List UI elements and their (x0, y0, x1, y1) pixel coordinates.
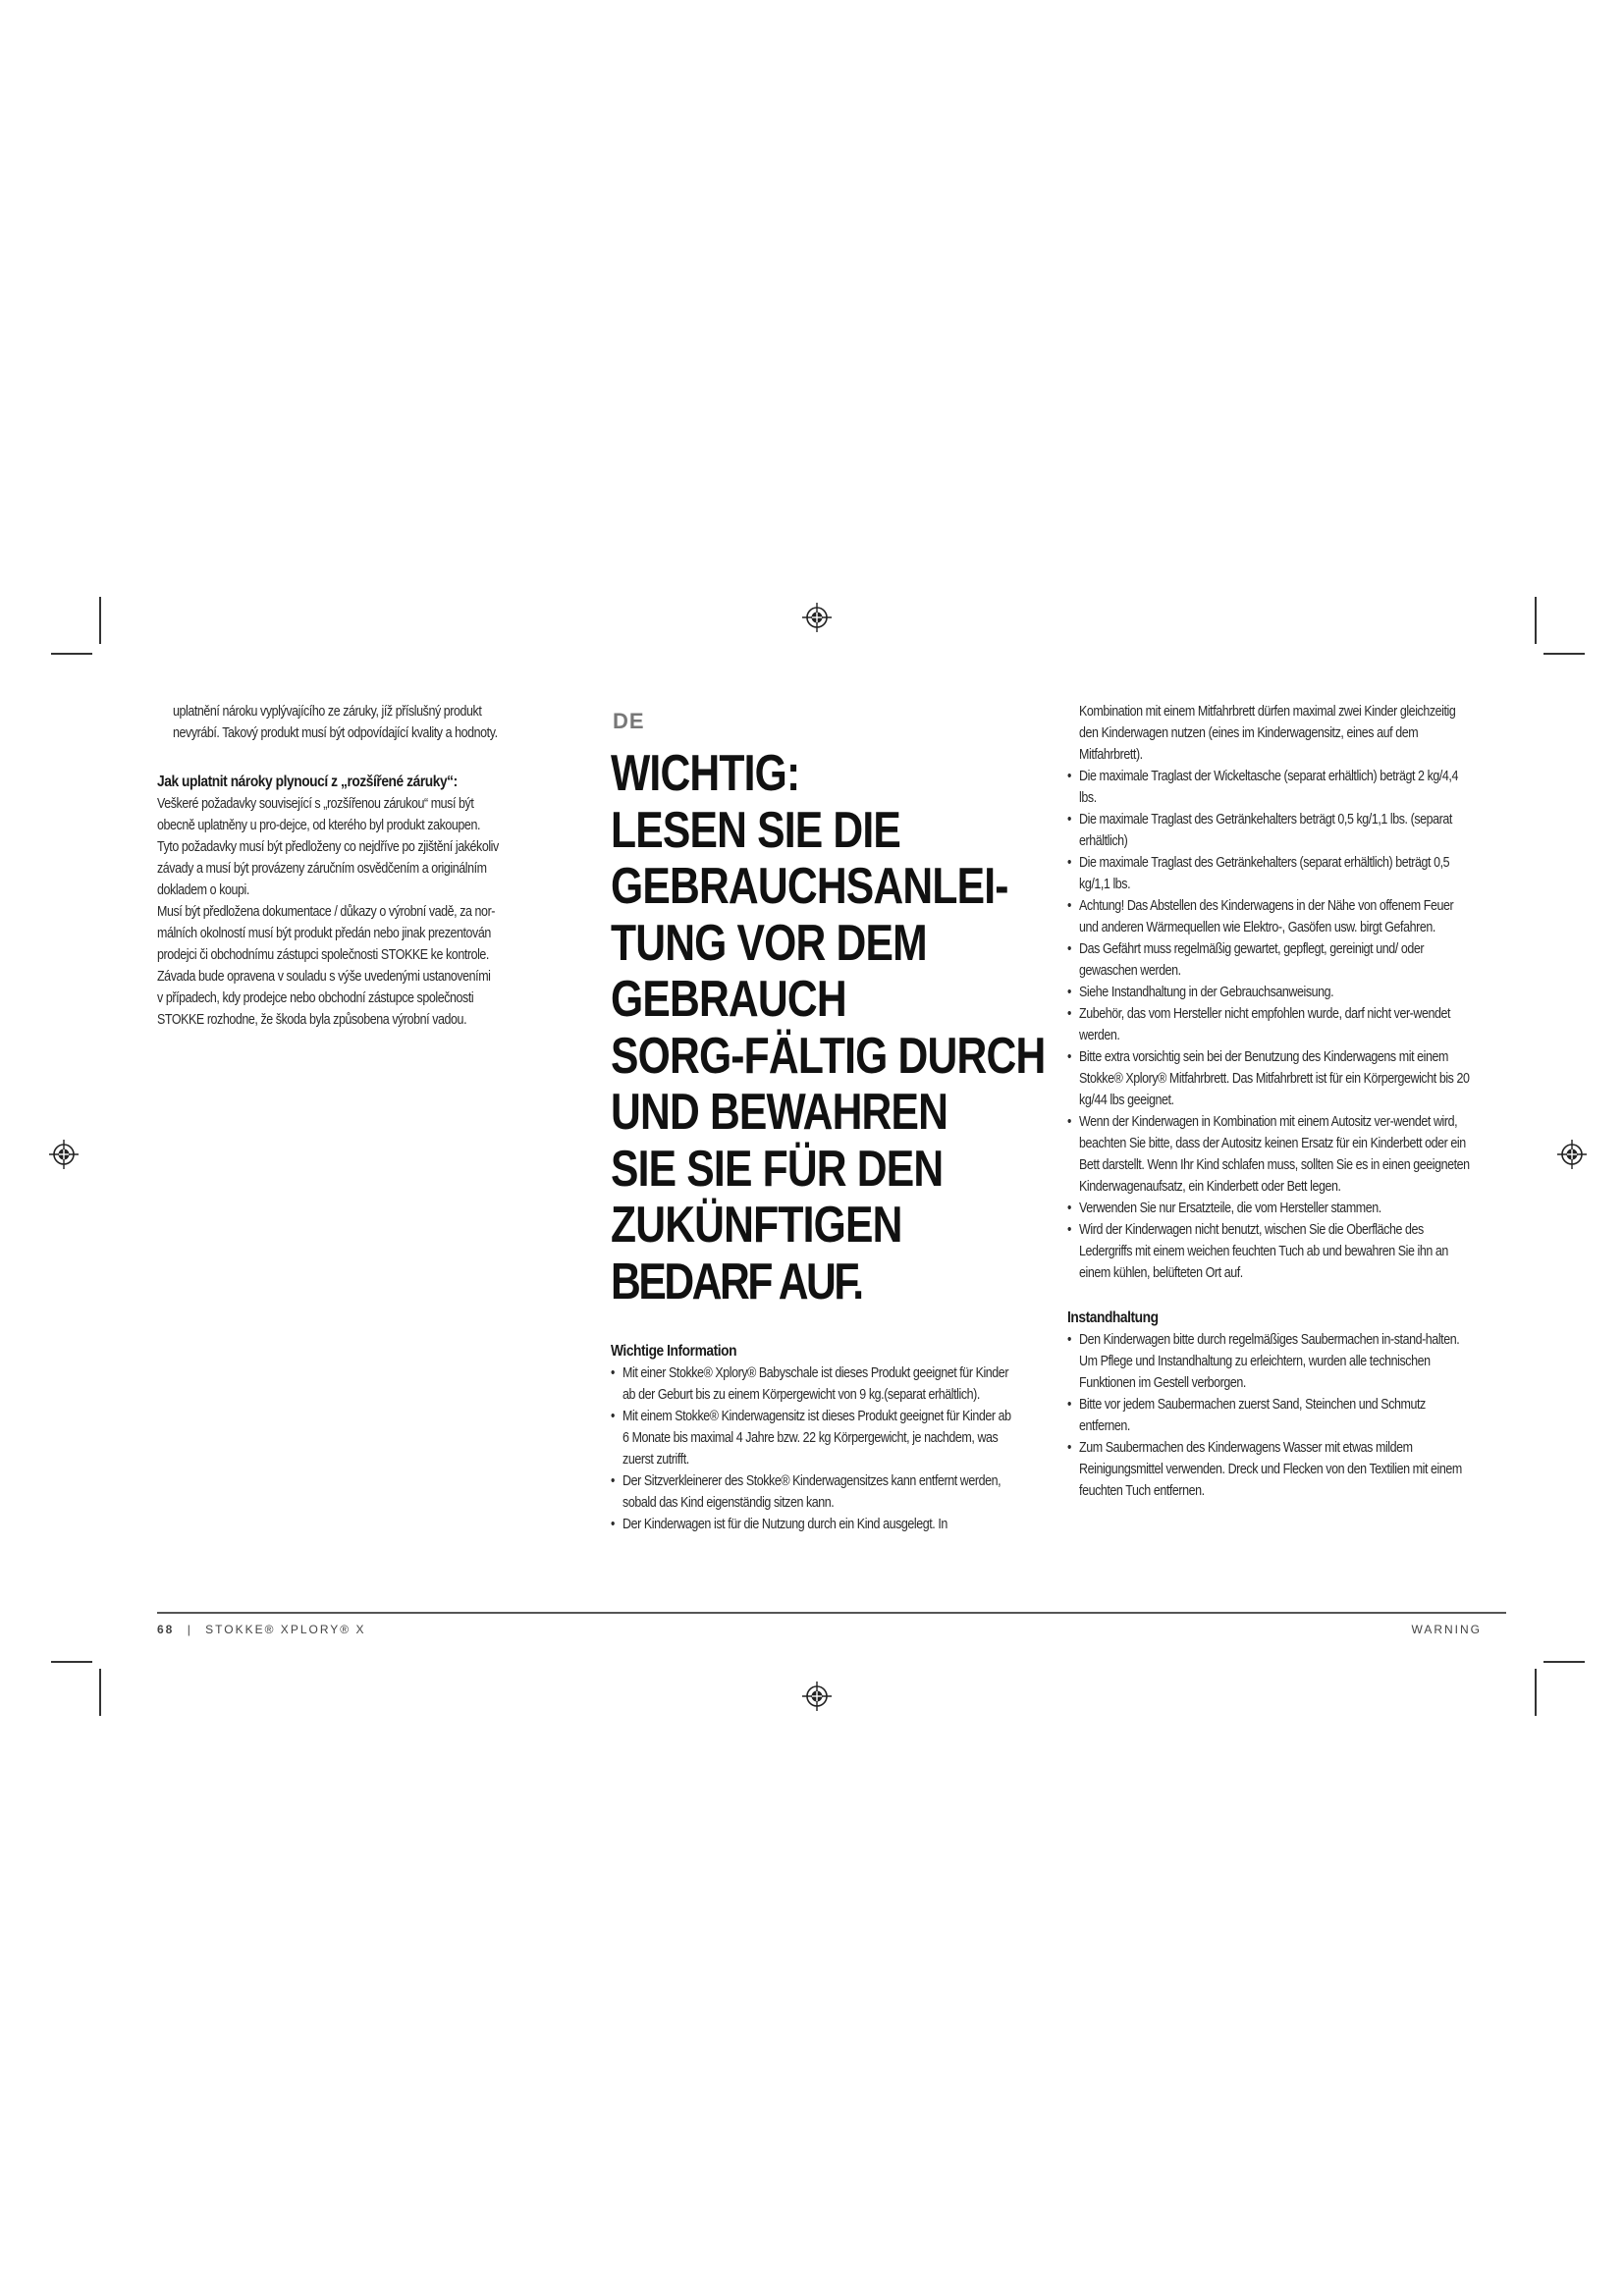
list-item: • Bitte extra vorsichtig sein bei der Benutzung des Kinderwagens mit einem Stokke® Xplory® Mitfahrbrett. Das Mitfahrbrett ist für ein Körpergewicht bis 20 kg/44 lbs geeignet. (1067, 1046, 1473, 1111)
body-line: Musí být předložena dokumentace / důkazy o výrobní vadě, za nor- (157, 904, 496, 920)
body-line: Tyto požadavky musí být předloženy co nejdříve po zjištění jakékoliv (157, 839, 499, 855)
list-item: • Der Sitzverkleinerer des Stokke® Kinderwagensitzes kann entfernt werden, sobald das Kind eigenständig sitzen kann. (611, 1470, 1016, 1514)
body-line: obecně uplatněny u pro-dejce, od kterého byl produkt zakoupen. (157, 818, 480, 833)
warning-headline (611, 746, 1061, 1310)
footer-left (157, 1623, 365, 1636)
section-label: WARNING (1411, 1623, 1482, 1636)
warranty-heading: Jak uplatnit nároky plynoucí z „rozšířené záruky“: (157, 774, 458, 790)
intro-line: nevyrábí. Takový produkt musí být odpovídající kvality a hodnoty. (173, 725, 498, 741)
body-line: závady a musí být provázeny záručním osvědčením a originálním (157, 861, 487, 877)
headline-line: TUNG VOR DEM (611, 914, 927, 972)
page-number: 68 (157, 1623, 175, 1636)
maintenance-list (1067, 1329, 1473, 1502)
right-column (1067, 701, 1473, 1502)
list-item: • Wird der Kinderwagen nicht benutzt, wischen Sie die Oberfläche des Ledergriffs mit einem weichen feuchten Tuch ab und bewahren Sie ihn an einem kühlen, belüfteten Ort auf. (1067, 1219, 1473, 1284)
registration-mark-icon (1557, 1140, 1587, 1169)
headline-line: WICHTIG: (611, 745, 800, 802)
list-item: • Das Gefährt muss regelmäßig gewartet, gepflegt, gereinigt und/ oder gewaschen werden. (1067, 938, 1473, 982)
list-item: • Die maximale Traglast des Getränkehalters beträgt 0,5 kg/1,1 lbs. (separat erhältlich) (1067, 809, 1473, 852)
left-column-warranty (157, 772, 563, 1031)
crop-mark-icon (99, 1669, 101, 1716)
headline-line: GEBRAUCH (611, 971, 846, 1028)
list-item: • Mit einem Stokke® Kinderwagensitz ist dieses Produkt geeignet für Kinder ab 6 Monate bis maximal 4 Jahre bzw. 22 kg Körpergewicht, je nachdem, was zuerst zutrifft. (611, 1406, 1016, 1470)
body-line: STOKKE rozhodne, že škoda byla způsobena výrobní vadou. (157, 1012, 467, 1028)
crop-mark-icon (51, 1661, 92, 1663)
important-info (611, 1341, 1016, 1535)
list-item: • Den Kinderwagen bitte durch regelmäßiges Saubermachen in-stand-halten. Um Pflege und Instandhaltung zu erleichtern, wurden alle technischen Funktionen im Gestell verborgen. (1067, 1329, 1473, 1394)
maintenance-heading: Instandhaltung (1067, 1309, 1159, 1326)
list-item: • Achtung! Das Abstellen des Kinderwagens in der Nähe von offenem Feuer und anderen Wärmequellen wie Elektro-, Gasöfen usw. birgt Gefahren. (1067, 895, 1473, 938)
crop-mark-icon (1535, 1669, 1537, 1716)
registration-mark-icon (802, 1682, 832, 1711)
headline-line: GEBRAUCHSANLEI- (611, 858, 1008, 915)
crop-mark-icon (51, 653, 92, 655)
list-item: • Die maximale Traglast des Getränkehalters (separat erhältlich) beträgt 0,5 kg/1,1 lbs. (1067, 852, 1473, 895)
footer-rule (157, 1612, 1506, 1614)
crop-mark-icon (99, 597, 101, 644)
intro-line: uplatnění nároku vyplývajícího ze záruky, jíž příslušný produkt (173, 704, 482, 720)
body-line: málních okolností musí být produkt předán nebo jinak prezentován (157, 926, 491, 941)
crop-mark-icon (1543, 653, 1585, 655)
footer-separator: | (187, 1623, 192, 1636)
list-item: • Wenn der Kinderwagen in Kombination mit einem Autositz ver-wendet wird, beachten Sie bitte, dass der Autositz keinen Ersatz für ein Kinderbett oder ein Bett darstellt. Wenn Ihr Kind schlafen muss, sollten Sie es in einen geeigneten Kinderwagenaufsatz, ein Kinderbett oder Bett legen. (1067, 1111, 1473, 1198)
language-code: DE (613, 709, 645, 733)
list-item: • Zubehör, das vom Hersteller nicht empfohlen wurde, darf nicht ver-wendet werden. (1067, 1003, 1473, 1046)
list-item: • Bitte vor jedem Saubermachen zuerst Sand, Steinchen und Schmutz entfernen. (1067, 1394, 1473, 1437)
info-list (611, 1362, 1016, 1535)
list-item: • Der Kinderwagen ist für die Nutzung durch ein Kind ausgelegt. In (611, 1514, 1016, 1535)
registration-mark-icon (49, 1140, 79, 1169)
list-item: • Die maximale Traglast der Wickeltasche (separat erhältlich) beträgt 2 kg/4,4 lbs. (1067, 766, 1473, 809)
headline-line: ZUKÜNFTIGEN (611, 1197, 902, 1254)
headline-line: UND BEWAHREN (611, 1084, 948, 1141)
list-item: • Zum Saubermachen des Kinderwagens Wasser mit etwas mildem Reinigungsmittel verwenden. Dreck und Flecken von den Textilien mit einem feuchten Tuch entfernen. (1067, 1437, 1473, 1502)
list-item: • Verwenden Sie nur Ersatzteile, die vom Hersteller stammen. (1067, 1198, 1473, 1219)
headline-line: SORG-FÄLTIG DURCH (611, 1027, 1046, 1085)
headline-line: LESEN SIE DIE (611, 801, 901, 859)
body-line: Veškeré požadavky související s „rozšířenou zárukou“ musí být (157, 796, 474, 812)
body-line: dokladem o koupi. (157, 882, 249, 898)
body-line: prodejci či obchodnímu zástupci společnosti STOKKE ke kontrole. (157, 947, 489, 963)
continuation-text: Kombination mit einem Mitfahrbrett dürfen maximal zwei Kinder gleichzeitig den Kinderwagen nutzen (eines im Kinderwagensitz, eines auf dem Mitfahrbrett). (1079, 704, 1456, 763)
safety-list (1067, 766, 1473, 1284)
body-line: v případech, kdy prodejce nebo obchodní zástupce společnosti (157, 990, 474, 1006)
headline-line: BEDARF AUF. (611, 1253, 862, 1310)
headline-line: SIE SIE FÜR DEN (611, 1140, 944, 1198)
info-heading: Wichtige Information (611, 1343, 737, 1360)
crop-mark-icon (1543, 1661, 1585, 1663)
registration-mark-icon (802, 603, 832, 632)
crop-mark-icon (1535, 597, 1537, 644)
list-item: • Siehe Instandhaltung in der Gebrauchsanweisung. (1067, 982, 1473, 1003)
product-name: STOKKE® XPLORY® X (205, 1623, 366, 1636)
body-line: Závada bude opravena v souladu s výše uvedenými ustanoveními (157, 969, 491, 985)
list-item: • Mit einer Stokke® Xplory® Babyschale ist dieses Produkt geeignet für Kinder ab der Geburt bis zu einem Körpergewicht von 9 kg.(separat erhältlich). (611, 1362, 1016, 1406)
left-column (173, 701, 562, 744)
